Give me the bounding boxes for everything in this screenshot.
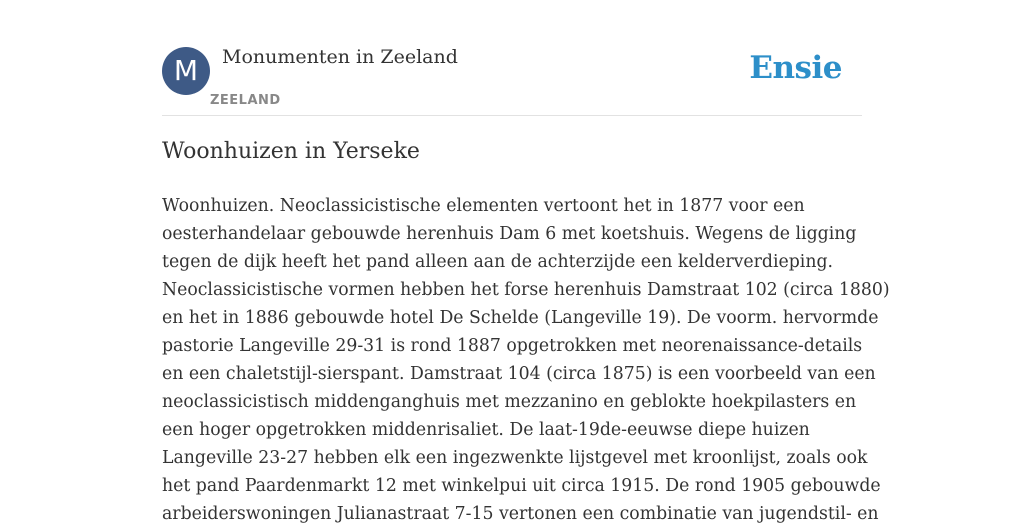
article-body <box>162 192 890 528</box>
article-line: neoclassicistisch middenganghuis met mezzanino en geblokte hoekpilasters en <box>162 392 857 412</box>
source-subtitle[interactable]: ZEELAND <box>210 93 281 108</box>
article-line: en een chaletstijl-sierspant. Damstraat 104 (circa 1875) is een voorbeeld van een <box>162 364 876 384</box>
article-line: tegen de dijk heeft het pand alleen aan de achterzijde een kelderverdieping. <box>162 252 833 272</box>
article-title: Woonhuizen in Yerseke <box>162 139 420 164</box>
avatar[interactable]: M <box>162 47 210 95</box>
source-title[interactable]: Monumenten in Zeeland <box>222 46 458 68</box>
article-line: een hoger opgetrokken middenrisaliet. De laat-19de-eeuwse diepe huizen <box>162 420 810 440</box>
article-line: Neoclassicistische vormen hebben het forse herenhuis Damstraat 102 (circa 1880) <box>162 280 890 300</box>
article-line: pastorie Langeville 29-31 is rond 1887 opgetrokken met neorenaissance-details <box>162 336 863 356</box>
article-line: Langeville 23-27 hebben elk een ingezwenkte lijstgevel met kroonlijst, zoals ook <box>162 448 868 468</box>
ensie-logo[interactable]: Ensie <box>749 50 842 86</box>
article-line: Woonhuizen. Neoclassicistische elementen vertoont het in 1877 voor een <box>162 196 805 216</box>
article-line: oesterhandelaar gebouwde herenhuis Dam 6 met koetshuis. Wegens de ligging <box>162 224 857 244</box>
article-line: en het in 1886 gebouwde hotel De Schelde (Langeville 19). De voorm. hervormde <box>162 308 879 328</box>
article-line: het pand Paardenmarkt 12 met winkelpui uit circa 1915. De rond 1905 gebouwde <box>162 476 881 496</box>
header <box>162 0 862 116</box>
article-line: arbeiderswoningen Julianastraat 7-15 vertonen een combinatie van jugendstil- en <box>162 504 879 524</box>
